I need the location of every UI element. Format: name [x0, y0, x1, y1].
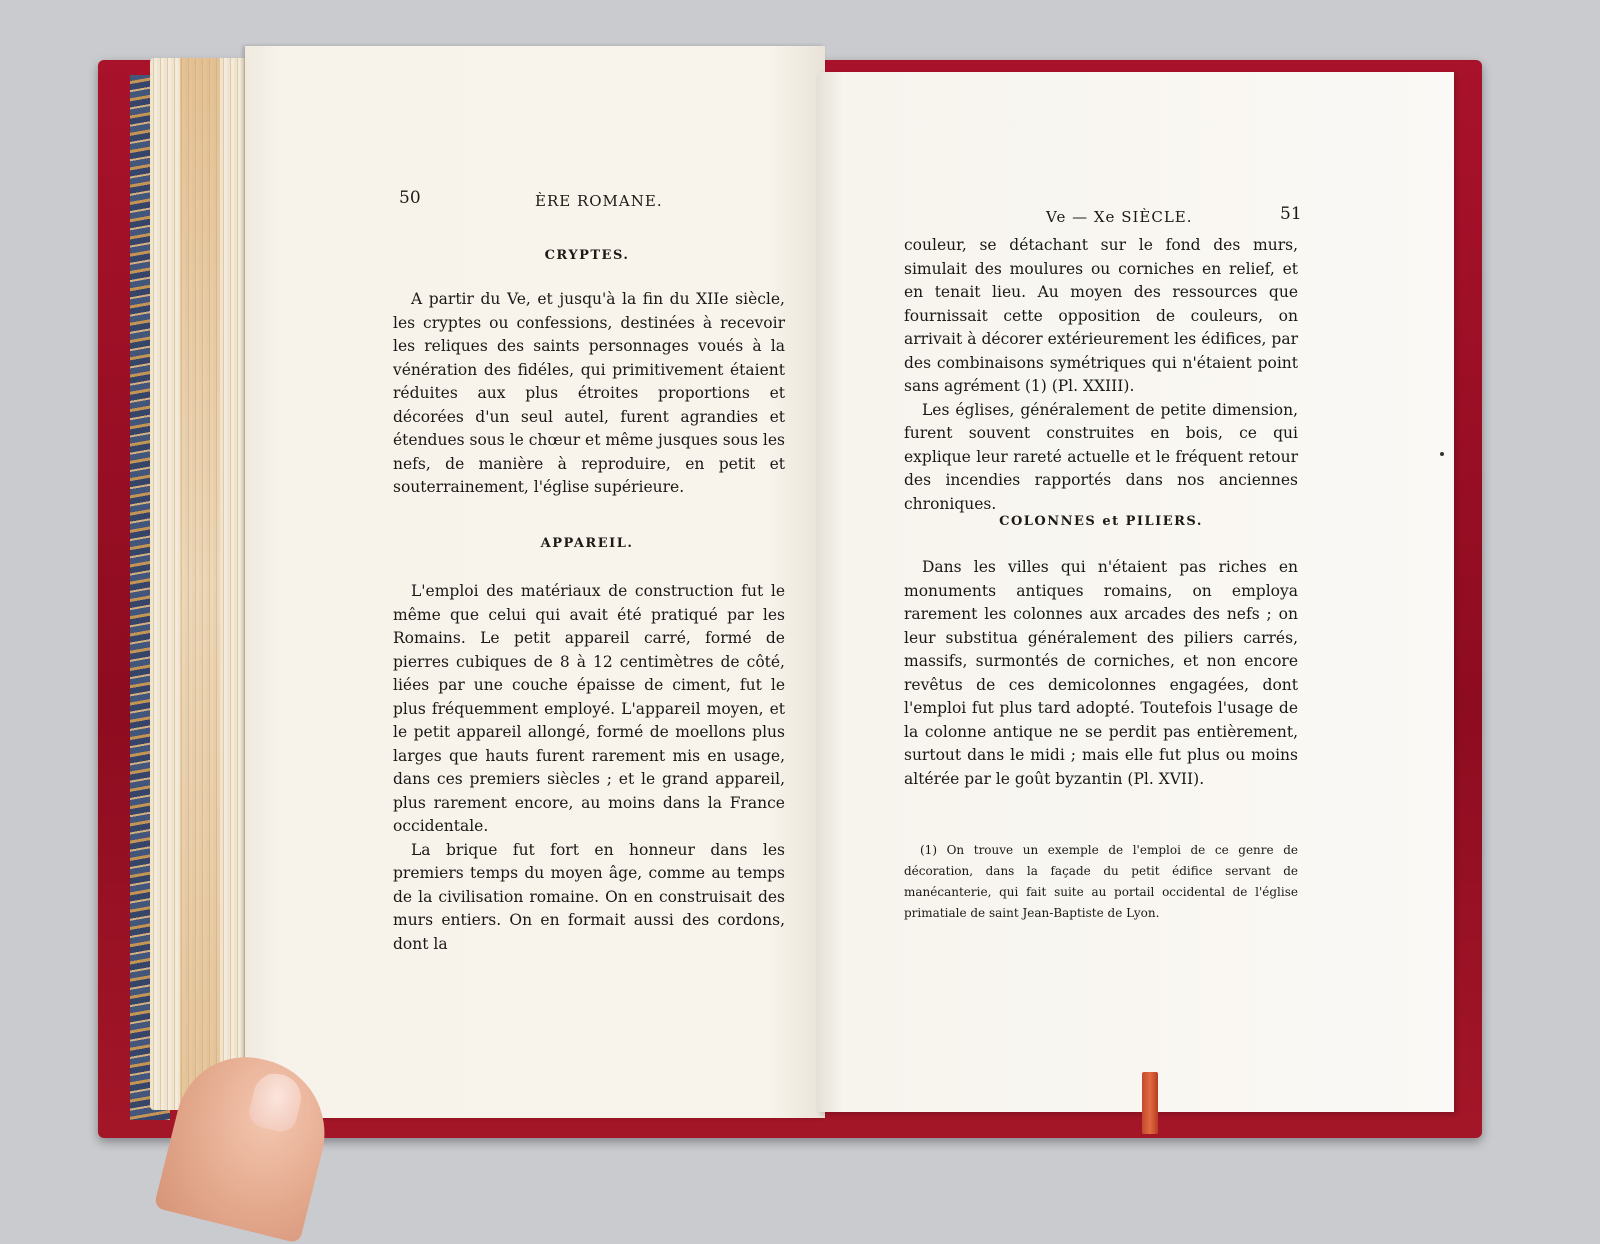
right-page [818, 72, 1454, 1112]
foxing-stain [180, 58, 220, 1110]
left-text-block-2 [393, 580, 785, 956]
right-running-head: Ve — Xe SIÈCLE. [1046, 208, 1193, 226]
paragraph-cryptes: A partir du Ve, et jusqu'à la fin du XIIe siècle, les cryptes ou confessions, destinées à recevoir les reliques des saints personnages voués à la vénération des fidéles, qui primitivement étaient réduites aux plus étroites proportions et décorées d'un seul autel, furent agrandies et étendues sous le chœur et même jusques sous les nefs, de manière à reproduire, en petit et souterrainement, l'église supérieure. [393, 290, 785, 496]
ink-mark [1440, 452, 1444, 456]
footnote [904, 840, 1298, 924]
left-running-head: ÈRE ROMANE. [535, 192, 663, 210]
left-page [245, 46, 825, 1118]
footnote-text: (1) On trouve un exemple de l'emploi de ce genre de décoration, dans la façade du petit édifice servant de manécanterie, qui fait suite au portail occidental de l'église primatiale de saint Jean-Baptiste de Lyon. [904, 843, 1298, 920]
paragraph-couleur: couleur, se détachant sur le fond des murs, simulait des moulures ou corniches en relief, et en tenait lieu. Au moyen des ressources que fournissait cette opposition de couleurs, on arrivait à décorer extérieurement les édifices, par des combinaisons symétriques qui n'étaient point sans agrément (1) (Pl. XXIII). [904, 236, 1298, 395]
heading-cryptes: CRYPTES. [544, 248, 630, 263]
paragraph-appareil: L'emploi des matériaux de construction fut le même que celui qui avait été pratiqué par les Romains. Le petit appareil carré, formé de pierres cubiques de 8 à 12 centimètres de côté, liées par une couche épaisse de ciment, fut le plus fréquemment employé. L'appareil moyen, et le petit appareil allongé, formé de moellons plus larges que hauts furent rarement mis en usage, dans ces premiers siècles ; et le grand appareil, plus rarement encore, au moins dans la France occidentale. [393, 582, 785, 835]
page-edges [150, 58, 250, 1110]
heading-colonnes: COLONNES et PILIERS. [999, 514, 1203, 529]
right-page-number: 51 [1280, 204, 1302, 224]
paragraph-eglises: Les églises, généralement de petite dimension, furent souvent construites en bois, ce qui explique leur rareté actuelle et le fréquent retour des incendies rapportés dans nos anciennes chroniques. [904, 400, 1298, 513]
ribbon-bookmark [1142, 1072, 1158, 1134]
paragraph-colonnes: Dans les villes qui n'étaient pas riches en monuments antiques romains, on employa rarement les colonnes aux arcades des nefs ; on leur substitua généralement des piliers carrés, massifs, surmontés de corniches, et non encore revêtus de ces demicolonnes engagées, dont l'emploi fut plus tard adopté. Toutefois l'usage de la colonne antique ne se perdit pas entièrement, surtout dans le midi ; mais elle fut plus ou moins altérée par le goût byzantin (Pl. XVII). [904, 558, 1298, 788]
right-text-block-2 [904, 556, 1298, 791]
left-page-number: 50 [399, 188, 421, 208]
left-text-block-1 [393, 288, 785, 500]
paragraph-brique: La brique fut fort en honneur dans les premiers temps du moyen âge, comme au temps de la civilisation romaine. On en construisait des murs entiers. On en formait aussi des cordons, dont la [393, 840, 785, 953]
right-text-block-1 [904, 234, 1298, 516]
heading-appareil: APPAREIL. [540, 536, 634, 551]
